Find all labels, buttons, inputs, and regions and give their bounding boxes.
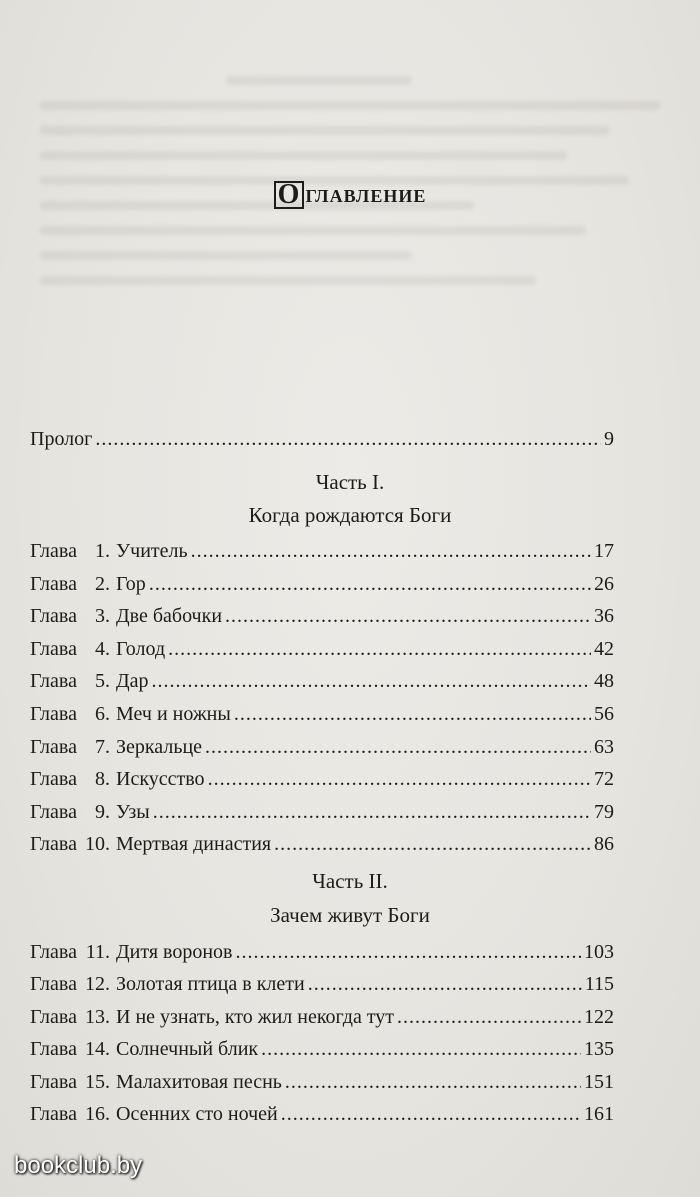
chapter-word: Глава — [30, 1038, 77, 1060]
chapter-number: 9. — [95, 801, 110, 823]
title-rest: главление — [305, 179, 427, 208]
toc-page-number: 79 — [594, 801, 614, 823]
chapter-title: Голод — [116, 638, 166, 660]
chapter-title: Зеркальце — [116, 736, 203, 758]
toc-page-number: 135 — [584, 1038, 614, 1060]
chapter-number: 15. — [85, 1071, 110, 1093]
toc-page-number: 36 — [594, 605, 614, 627]
chapter-title: Малахитовая песнь — [116, 1071, 282, 1093]
toc-row-chapter[interactable] — [30, 540, 614, 570]
chapter-title: Искусство — [116, 768, 205, 790]
chapter-word: Глава — [30, 973, 77, 995]
leader-dots — [149, 573, 591, 596]
chapter-number: 7. — [95, 736, 110, 758]
chapter-title: Узы — [116, 801, 150, 823]
leader-dots — [281, 1103, 581, 1126]
chapter-word: Глава — [30, 768, 77, 790]
toc-row-chapter[interactable] — [30, 768, 614, 798]
toc-row-chapter[interactable] — [30, 1103, 614, 1133]
leader-dots — [152, 670, 591, 693]
chapter-title: Гор — [116, 573, 146, 595]
chapter-number: 1. — [95, 540, 110, 562]
chapter-word: Глава — [30, 833, 77, 855]
toc-page-number: 103 — [584, 941, 614, 963]
part-1-title: Часть I. — [315, 470, 385, 494]
leader-dots — [191, 540, 591, 563]
chapter-number: 14. — [85, 1038, 110, 1060]
chapter-title: И не узнать, кто жил некогда тут — [116, 1006, 395, 1028]
toc-row-chapter[interactable] — [30, 1071, 614, 1101]
leader-dots — [234, 703, 591, 726]
chapter-number: 12. — [85, 973, 110, 995]
leader-dots — [153, 801, 591, 824]
chapter-title: Дитя воронов — [116, 941, 233, 963]
part-1-subtitle: Когда рождаются Боги — [248, 503, 452, 527]
leader-dots — [285, 1071, 581, 1094]
watermark: bookclub.by — [14, 1152, 143, 1179]
leader-dots — [205, 736, 591, 759]
chapter-word: Глава — [30, 1071, 77, 1093]
chapter-title: Меч и ножны — [116, 703, 231, 725]
chapter-number: 3. — [95, 605, 110, 627]
toc-row-chapter[interactable] — [30, 973, 614, 1003]
toc-row-chapter[interactable] — [30, 703, 614, 733]
toc-row-chapter[interactable] — [30, 1006, 614, 1036]
toc-page-number: 26 — [594, 573, 614, 595]
chapter-title: Золотая птица в клети — [116, 973, 305, 995]
toc-row-chapter[interactable] — [30, 638, 614, 668]
toc-page-number: 63 — [594, 736, 614, 758]
chapter-number: 2. — [95, 573, 110, 595]
toc-row-chapter[interactable] — [30, 833, 614, 863]
toc-page-number: 115 — [584, 973, 614, 995]
leader-dots — [274, 833, 591, 856]
chapter-number: 16. — [85, 1103, 110, 1125]
toc-page-number: 72 — [594, 768, 614, 790]
toc-page-number: 86 — [594, 833, 614, 855]
chapter-number: 10. — [85, 833, 110, 855]
leader-dots — [208, 768, 591, 791]
chapter-word: Глава — [30, 941, 77, 963]
toc-page-number: 48 — [594, 670, 614, 692]
chapter-number: 13. — [85, 1006, 110, 1028]
toc-page-number: 56 — [594, 703, 614, 725]
toc-row-chapter[interactable] — [30, 801, 614, 831]
leader-dots — [95, 428, 601, 451]
chapter-word: Глава — [30, 540, 77, 562]
chapter-number: 8. — [95, 768, 110, 790]
chapter-word: Глава — [30, 1103, 77, 1125]
toc-row-chapter[interactable] — [30, 605, 614, 635]
chapter-title: Две бабочки — [116, 605, 223, 627]
part-2-subtitle: Зачем живут Боги — [270, 903, 430, 927]
chapter-title: Учитель — [116, 540, 188, 562]
toc-page-number: 17 — [594, 540, 614, 562]
leader-dots — [168, 638, 591, 661]
toc-row-chapter[interactable] — [30, 573, 614, 603]
leader-dots — [308, 973, 582, 996]
chapter-title: Дар — [116, 670, 149, 692]
toc-prologue-label: Пролог — [30, 428, 93, 450]
toc-page-number: 151 — [584, 1071, 614, 1093]
leader-dots — [235, 941, 581, 964]
toc-row-chapter[interactable] — [30, 1038, 614, 1068]
leader-dots — [397, 1006, 581, 1029]
leader-dots — [261, 1038, 581, 1061]
chapter-number: 4. — [95, 638, 110, 660]
title-initial: О — [274, 181, 305, 209]
leader-dots — [225, 605, 591, 628]
bleed-through-text — [40, 60, 660, 380]
chapter-title: Мертвая династия — [116, 833, 272, 855]
toc-page-number: 9 — [604, 428, 614, 450]
chapter-word: Глава — [30, 736, 77, 758]
chapter-word: Глава — [30, 703, 77, 725]
chapter-word: Глава — [30, 638, 77, 660]
toc-page-number: 122 — [584, 1006, 614, 1028]
toc-page-number: 161 — [584, 1103, 614, 1125]
page-title — [0, 178, 700, 209]
toc-row-chapter[interactable] — [30, 670, 614, 700]
toc-row-chapter[interactable] — [30, 941, 614, 971]
chapter-word: Глава — [30, 801, 77, 823]
part-2-title: Часть II. — [312, 869, 388, 893]
chapter-word: Глава — [30, 573, 77, 595]
chapter-word: Глава — [30, 1006, 77, 1028]
toc-row-chapter[interactable] — [30, 736, 614, 766]
chapter-number: 5. — [95, 670, 110, 692]
chapter-number: 6. — [95, 703, 110, 725]
toc-page-number: 42 — [594, 638, 614, 660]
chapter-number: 11. — [85, 941, 110, 963]
chapter-word: Глава — [30, 605, 77, 627]
toc-row-prologue[interactable] — [30, 428, 614, 458]
chapter-title: Осенних сто ночей — [116, 1103, 278, 1125]
chapter-title: Солнечный блик — [116, 1038, 259, 1060]
chapter-word: Глава — [30, 670, 77, 692]
